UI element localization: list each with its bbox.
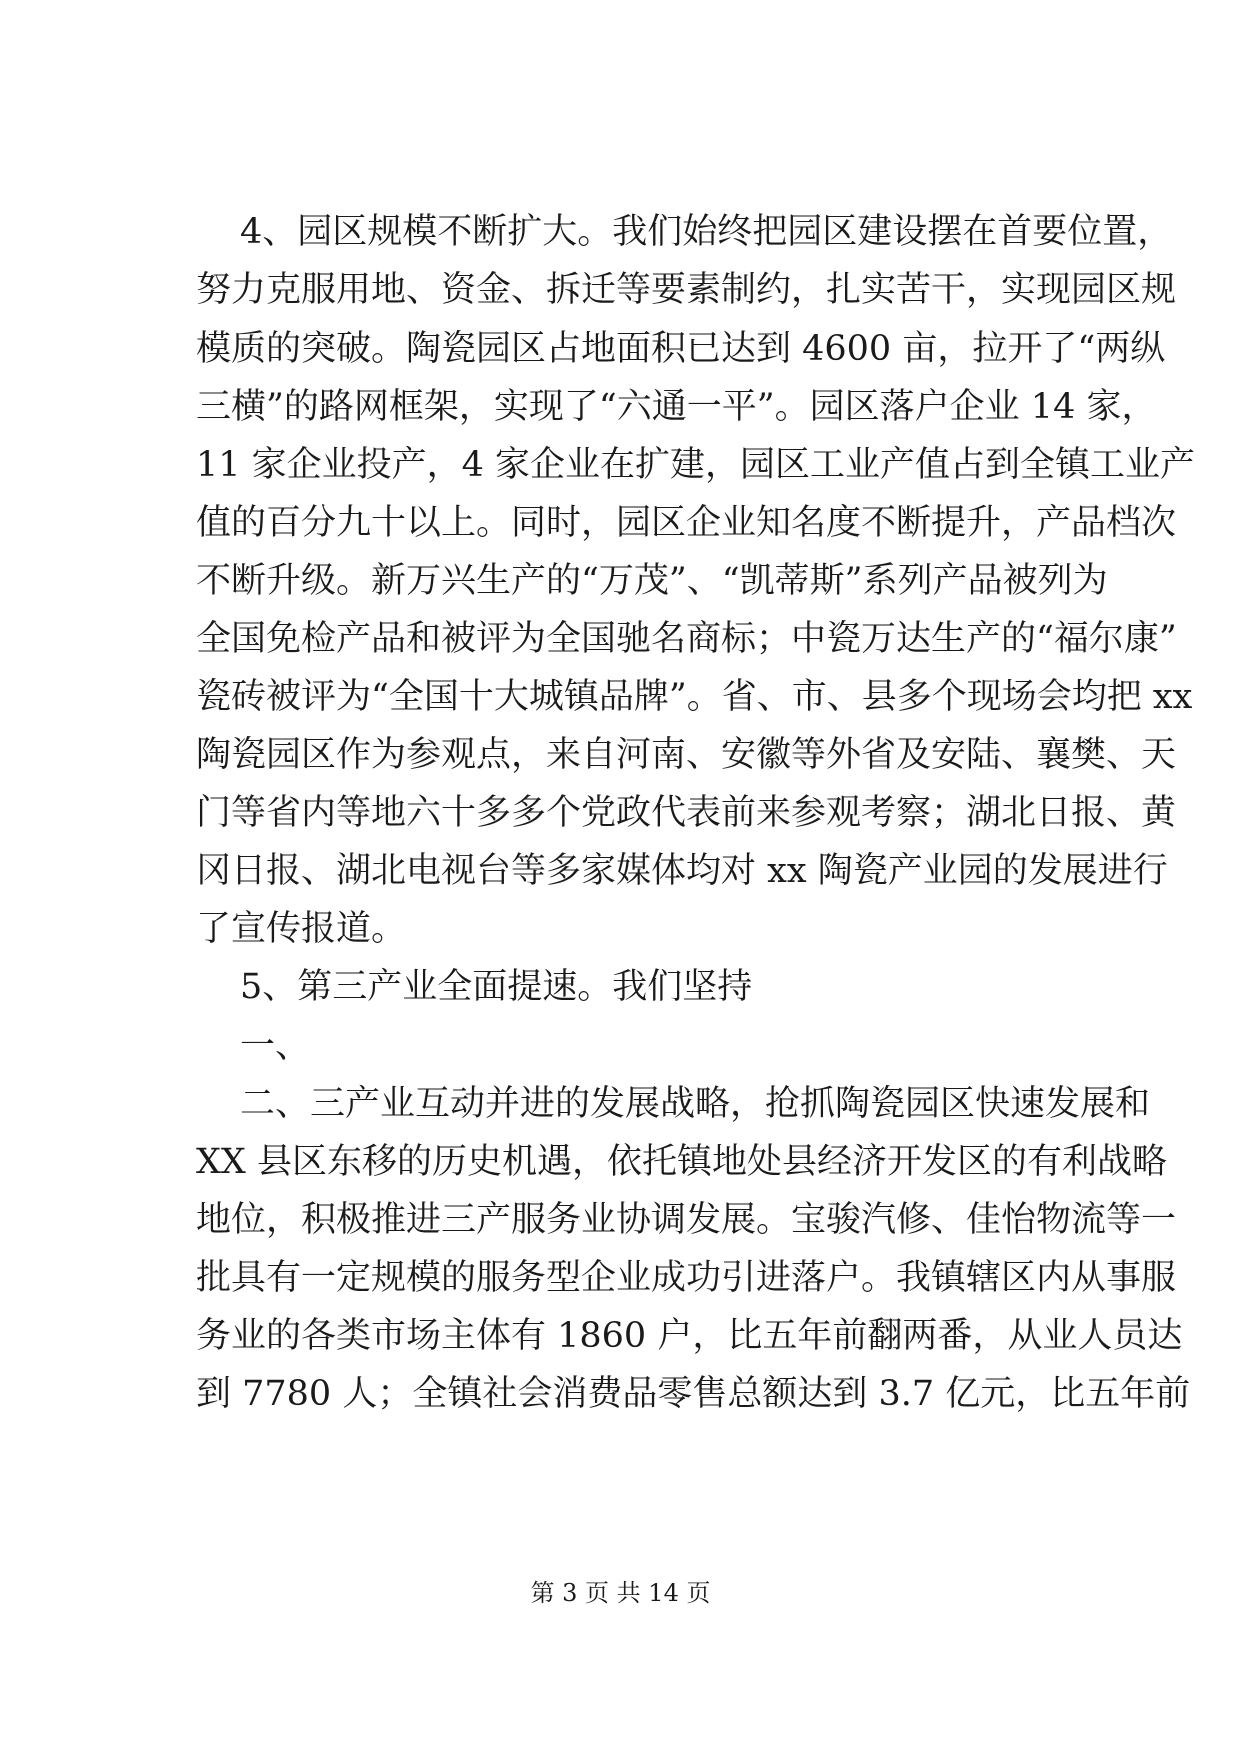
paragraph-6-line-4: 批具有一定规模的服务型企业成功引进落户。我镇辖区内从事服 [196,1258,1177,1298]
paragraph-6-line-3: 地位，积极推进三产服务业协调发展。宝骏汽修、佳怡物流等一 [196,1200,1177,1240]
paragraph-4-line-3: 模质的突破。陶瓷园区占地面积已达到 4600 亩，拉开了“两纵 [196,329,1166,369]
paragraph-6-line-2: XX 县区东移的历史机遇，依托镇地处县经济开发区的有利战略 [196,1142,1167,1182]
paragraph-6-line-1: 二、三产业互动并进的发展战略，抢抓陶瓷园区快速发展和 [240,1084,1151,1124]
paragraph-4-line-5: 11 家企业投产，4 家企业在扩建，园区工业产值占到全镇工业产 [196,445,1196,485]
paragraph-5-heading: 5、第三产业全面提速。我们坚持 [240,967,753,1007]
paragraph-4-line-11: 门等省内等地六十多多个党政代表前来参观考察；湖北日报、黄 [196,793,1177,833]
paragraph-4-line-13: 了宣传报道。 [196,909,407,949]
paragraph-4-line-9: 瓷砖被评为“全国十大城镇品牌”。省、市、县多个现场会均把 xx [196,677,1193,717]
paragraph-4-line-12: 冈日报、湖北电视台等多家媒体均对 xx 陶瓷产业园的发展进行 [196,851,1168,891]
paragraph-6-line-6: 到 7780 人；全镇社会消费品零售总额达到 3.7 亿元，比五年前 [196,1374,1191,1414]
paragraph-4-line-1: 4、园区规模不断扩大。我们始终把园区建设摆在首要位置， [240,212,1173,252]
paragraph-4-line-8: 全国免检产品和被评为全国驰名商标；中瓷万达生产的“福尔康” [196,619,1177,659]
paragraph-6-line-5: 务业的各类市场主体有 1860 户，比五年前翻两番，从业人员达 [196,1316,1183,1356]
paragraph-4-line-7: 不断升级。新万兴生产的“万茂”、“凯蒂斯”系列产品被列为 [196,561,1108,601]
paragraph-4-line-2: 努力克服用地、资金、拆迁等要素制约，扎实苦干，实现园区规 [196,270,1177,310]
paragraph-4-line-10: 陶瓷园区作为参观点，来自河南、安徽等外省及安陆、襄樊、天 [196,735,1177,775]
list-marker-one: 一、 [240,1026,311,1066]
page-number-footer: 第 3 页 共 14 页 [530,1579,711,1607]
paragraph-4-line-4: 三横”的路网框架，实现了“六通一平”。园区落户企业 14 家， [196,387,1157,427]
paragraph-4-line-6: 值的百分九十以上。同时，园区企业知名度不断提升，产品档次 [196,503,1177,543]
